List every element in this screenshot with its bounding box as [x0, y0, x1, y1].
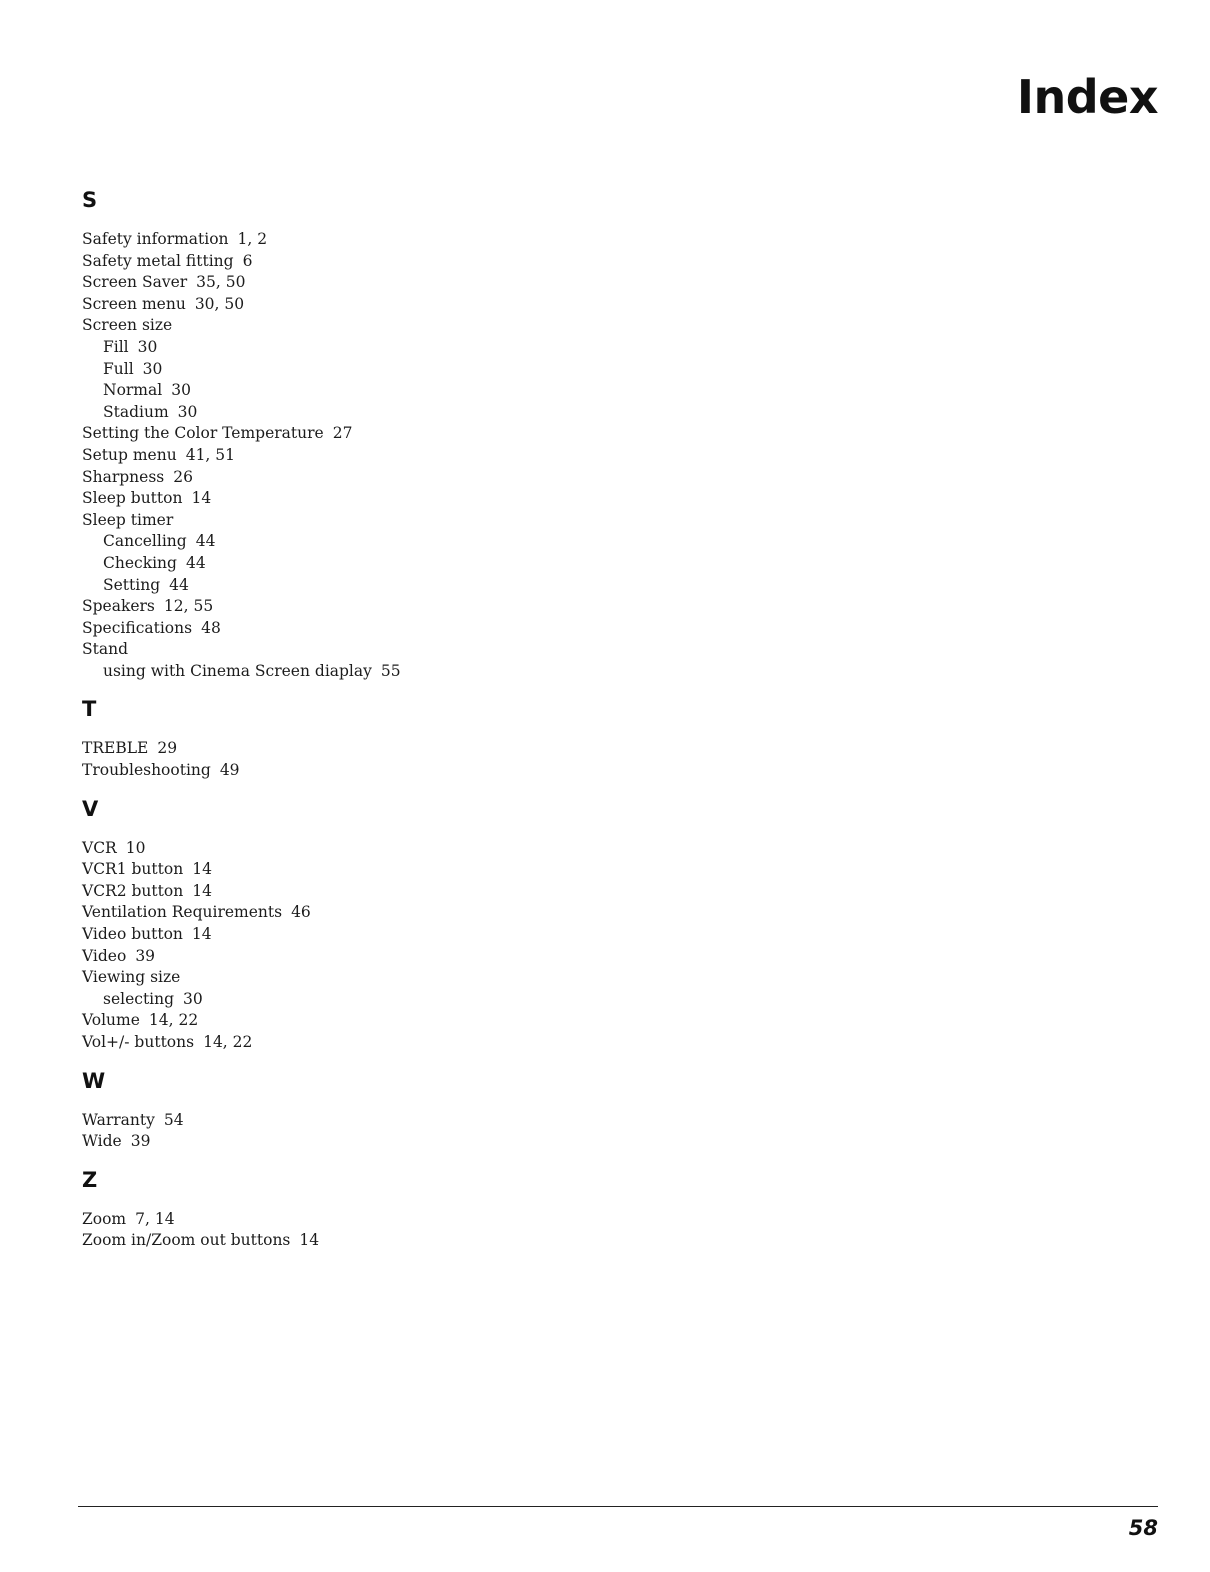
entry-pages: 14 — [191, 925, 212, 944]
entry-pages: 35, 50 — [196, 273, 246, 292]
entry-list — [82, 838, 682, 1054]
entry-term: Zoom in/Zoom out buttons — [82, 1231, 291, 1250]
entry-term: Speakers — [82, 597, 155, 616]
index-subentry — [82, 575, 682, 597]
index-entry — [82, 760, 682, 782]
entry-pages: 30, 50 — [194, 294, 245, 313]
entry-term: Zoom — [82, 1209, 127, 1228]
section-letter: V — [82, 796, 99, 821]
index-section-z — [82, 1165, 682, 1252]
index-entry — [82, 924, 682, 946]
entry-term: Cancelling — [103, 532, 187, 551]
entry-term: Full — [103, 359, 134, 378]
section-letter: S — [82, 188, 98, 212]
entry-pages: 14 — [192, 881, 212, 900]
entry-term: Troubleshooting — [82, 761, 211, 780]
index-subentry — [82, 661, 682, 683]
entry-pages: 44 — [195, 532, 216, 551]
entry-term: Video — [82, 946, 127, 965]
entry-pages: 6 — [242, 251, 253, 270]
entry-pages: 48 — [201, 618, 221, 637]
entry-list — [82, 1209, 682, 1252]
entry-list — [82, 1110, 682, 1153]
entry-term: Screen Saver — [82, 273, 188, 292]
entry-pages: 54 — [163, 1110, 184, 1129]
entry-term: Sharpness — [82, 467, 165, 486]
index-subentry — [82, 989, 682, 1011]
index-entry — [82, 738, 682, 760]
entry-pages: 14, 22 — [148, 1011, 199, 1030]
index-entry — [82, 423, 682, 445]
page-number: 58 — [1128, 1516, 1158, 1540]
entry-pages: 14 — [299, 1231, 320, 1250]
entry-term: Setup menu — [82, 445, 177, 464]
index-entry — [82, 272, 682, 294]
index-entry — [82, 467, 682, 489]
index-entry — [82, 294, 682, 316]
index-entry — [82, 946, 682, 968]
entry-pages: 30 — [183, 989, 203, 1008]
entry-pages: 29 — [157, 739, 178, 758]
entry-term: selecting — [103, 989, 175, 1008]
index-entry — [82, 881, 682, 903]
entry-term: TREBLE — [82, 739, 149, 758]
index-entry — [82, 315, 682, 337]
index-entry — [82, 967, 682, 989]
index-entry — [82, 859, 682, 881]
entry-term: Specifications — [82, 618, 193, 637]
entry-term: Stand — [82, 640, 128, 659]
entry-pages: 7, 14 — [135, 1209, 175, 1228]
entry-pages: 44 — [185, 553, 206, 572]
entry-pages: 46 — [291, 903, 311, 922]
entry-pages: 55 — [380, 661, 401, 680]
index-entry — [82, 229, 682, 251]
index-section-t — [82, 694, 682, 781]
entry-term: Stadium — [103, 402, 169, 421]
entry-term: Setting — [103, 575, 161, 594]
entry-pages: 49 — [219, 761, 240, 780]
index-entry — [82, 251, 682, 273]
index-subentry — [82, 402, 682, 424]
entry-term: Ventilation Requirements — [82, 903, 283, 922]
footer-divider — [78, 1506, 1158, 1507]
entry-list — [82, 229, 682, 682]
index-body — [82, 185, 682, 1264]
index-entry — [82, 639, 682, 661]
index-entry — [82, 1010, 682, 1032]
entry-pages: 30 — [171, 381, 191, 400]
index-entry — [82, 510, 682, 532]
index-subentry — [82, 337, 682, 359]
index-entry — [82, 1209, 682, 1231]
entry-term: Safety information — [82, 230, 229, 248]
index-entry — [82, 902, 682, 924]
entry-term: Viewing size — [82, 968, 181, 987]
entry-term: Wide — [82, 1132, 122, 1151]
index-section-s — [82, 185, 682, 682]
index-entry — [82, 596, 682, 618]
entry-term: Vol+/- buttons — [82, 1033, 195, 1051]
entry-list — [82, 738, 682, 781]
entry-term: Sleep button — [82, 489, 183, 508]
index-subentry — [82, 553, 682, 575]
index-entry — [82, 1032, 682, 1054]
entry-pages: 10 — [125, 838, 146, 857]
entry-term: Screen menu — [82, 294, 186, 313]
index-entry — [82, 838, 682, 860]
entry-term: Volume — [82, 1011, 140, 1030]
index-entry — [82, 1131, 682, 1153]
entry-term: VCR2 button — [82, 881, 184, 900]
entry-term: Warranty — [82, 1110, 155, 1129]
entry-pages: 30 — [177, 402, 198, 421]
entry-term: Normal — [103, 381, 163, 400]
entry-term: Fill — [103, 337, 129, 356]
entry-pages: 1, 2 — [237, 230, 268, 248]
entry-term: Screen size — [82, 316, 173, 335]
entry-pages: 12, 55 — [163, 597, 214, 616]
index-entry — [82, 488, 682, 510]
index-entry — [82, 618, 682, 640]
entry-term: Setting the Color Temperature — [82, 424, 324, 443]
entry-pages: 14, 22 — [203, 1033, 253, 1051]
index-subentry — [82, 359, 682, 381]
index-entry — [82, 1110, 682, 1132]
entry-term: VCR — [82, 838, 117, 857]
entry-pages: 26 — [173, 467, 193, 486]
entry-pages: 30 — [137, 337, 158, 356]
entry-pages: 14 — [191, 489, 212, 508]
entry-pages: 39 — [130, 1132, 151, 1151]
section-letter: Z — [82, 1167, 98, 1192]
index-section-v — [82, 794, 682, 1054]
index-section-w — [82, 1066, 682, 1153]
index-entry — [82, 1230, 682, 1252]
entry-term: Video button — [82, 925, 183, 944]
entry-term: using with Cinema Screen diaplay — [103, 661, 372, 680]
index-subentry — [82, 531, 682, 553]
entry-pages: 27 — [332, 424, 353, 443]
entry-pages: 44 — [169, 575, 189, 594]
page-title: Index — [1016, 70, 1158, 124]
index-subentry — [82, 380, 682, 402]
entry-pages: 14 — [192, 860, 212, 879]
entry-term: VCR1 button — [82, 860, 184, 879]
entry-term: Sleep timer — [82, 510, 174, 529]
entry-term: Checking — [103, 553, 177, 572]
index-entry — [82, 445, 682, 467]
entry-pages: 39 — [135, 946, 156, 965]
entry-pages: 30 — [142, 359, 163, 378]
section-letter: W — [82, 1068, 106, 1093]
entry-pages: 41, 51 — [185, 445, 236, 464]
section-letter: T — [82, 697, 97, 722]
entry-term: Safety metal fitting — [82, 251, 234, 270]
